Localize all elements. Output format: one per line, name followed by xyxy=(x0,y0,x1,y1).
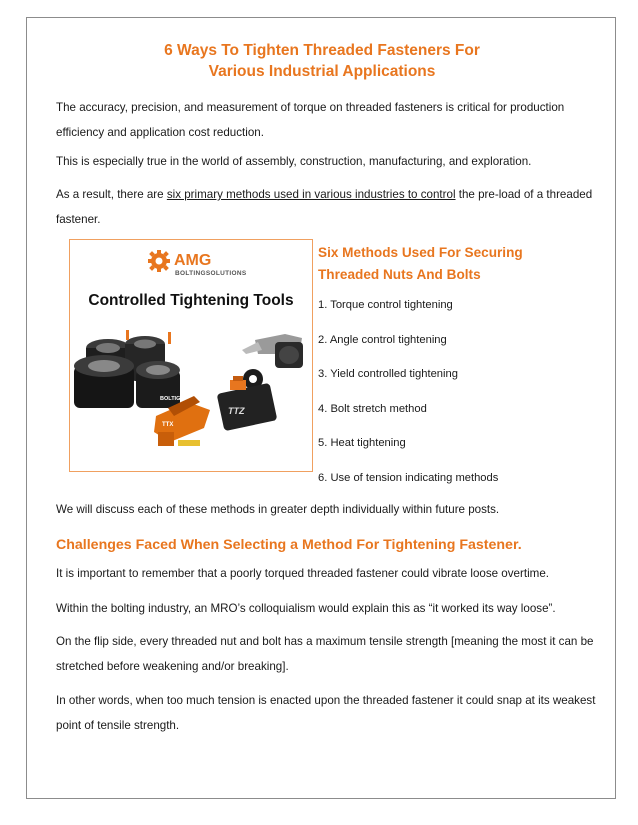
socket-label: BOLTIGHT xyxy=(160,396,188,402)
list-item: 5. Heat tightening xyxy=(318,437,406,449)
list-item: 4. Bolt stretch method xyxy=(318,402,427,415)
document-page xyxy=(26,17,616,799)
paragraph-intro: The accuracy, precision, and measurement of torque on threaded fasteners is critical for production efficiency and application cost reduction. xyxy=(56,101,565,139)
text-before-link: As a result, there are xyxy=(56,188,167,201)
amg-logo-subtext: BOLTINGSOLUTIONS xyxy=(175,270,247,277)
hydraulic-socket-icon xyxy=(74,330,188,408)
amg-gear-icon xyxy=(148,250,170,272)
image-caption: Controlled Tightening Tools xyxy=(88,292,294,309)
amg-logo-text: AMG xyxy=(174,252,212,269)
tools-image xyxy=(69,239,313,472)
ttz-label: TTZ xyxy=(228,406,245,416)
list-item: 3. Yield controlled tightening xyxy=(318,368,458,380)
section-heading-challenges: Challenges Faced When Selecting a Method For Tightening Fastener. xyxy=(56,537,522,553)
document-title xyxy=(27,40,617,82)
paragraph-colloquialism: Within the bolting industry, an MRO’s colloquialism would explain this as “it worked its way loose”. xyxy=(56,602,556,615)
list-item: 2. Angle control tightening xyxy=(318,333,447,346)
paragraph-tensile-strength: On the flip side, every threaded nut and bolt has a maximum tensile strength [meaning the most it can be stretched before weakening and/or breaking]. xyxy=(56,635,594,673)
tightening-tools-illustration xyxy=(70,320,313,470)
paragraph-too-much-tension: In other words, when too much tension is enacted upon the threaded fastener it could snap at its weakest point of tensile strength. xyxy=(56,694,596,732)
svg-text:TTX: TTX xyxy=(162,422,174,428)
text-after-link: the pre-load of a threaded fastener. xyxy=(56,188,593,226)
methods-heading-line-2: Threaded Nuts And Bolts xyxy=(318,267,481,282)
list-item: 6. Use of tension indicating methods xyxy=(318,471,499,484)
paragraph-poorly-torqued: It is important to remember that a poorly torqued threaded fastener could vibrate loose overtime. xyxy=(56,567,549,580)
paragraph-six-methods xyxy=(56,182,601,232)
pneumatic-wrench-icon xyxy=(242,334,303,368)
six-methods-link[interactable]: six primary methods used in various industries to control xyxy=(166,188,456,201)
list-item: 1. Torque control tightening xyxy=(318,299,453,311)
paragraph-discuss: We will discuss each of these methods in greater depth individually within future posts. xyxy=(56,503,500,516)
title-line-2: Various Industrial Applications xyxy=(208,63,436,80)
methods-heading-line-1: Six Methods Used For Securing xyxy=(318,245,523,260)
title-line-1: 6 Ways To Tighten Threaded Fasteners For xyxy=(164,42,480,59)
methods-heading xyxy=(318,242,523,286)
paragraph-assembly: This is especially true in the world of assembly, construction, manufacturing, and exploration. xyxy=(56,155,532,168)
methods-list xyxy=(318,299,498,506)
